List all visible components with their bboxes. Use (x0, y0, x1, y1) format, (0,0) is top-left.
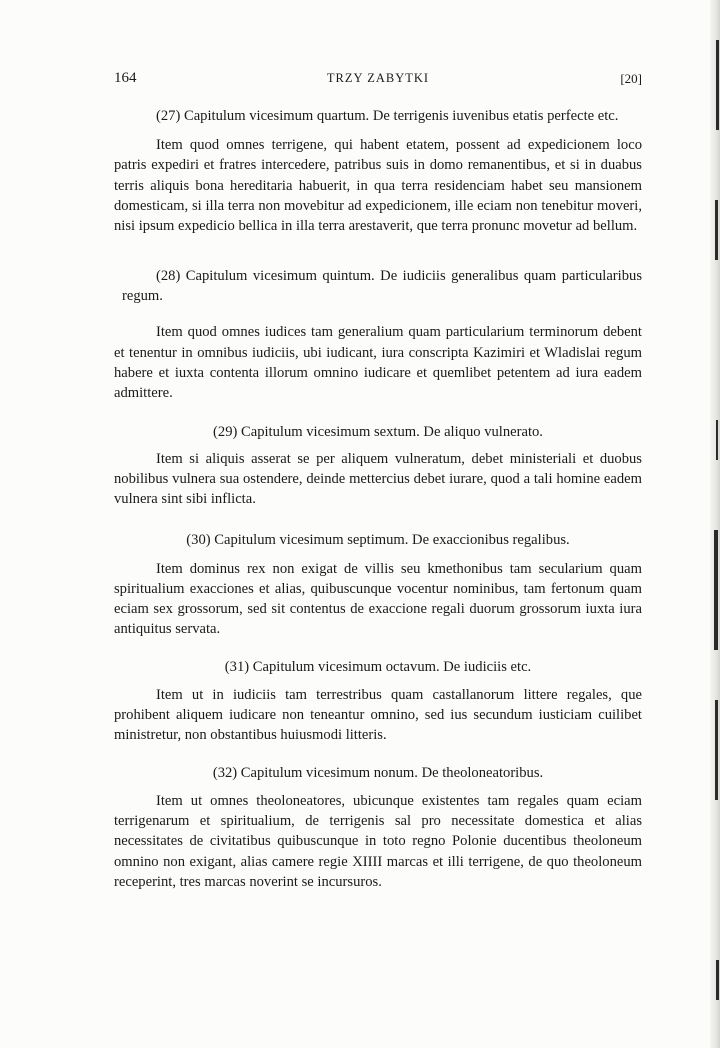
chapter-heading: (32) Capitulum vicesimum nonum. De theoloneatoribus. (212, 764, 544, 781)
page-edge (710, 0, 720, 1048)
chapter-30 (114, 530, 642, 640)
chapter-31 (114, 657, 642, 746)
edge-mark (716, 960, 719, 1000)
edge-mark (716, 40, 719, 130)
chapter-29 (114, 422, 642, 510)
edge-mark (715, 200, 718, 260)
chapter-text: Item ut in iudiciis tam terrestribus quam castallanorum littere regales, que prohibent aliquem iudicare non teneantur omnino, sed ius secundum iusticiam cuilibet ministretur, non obstantibus huiusmodi litteris. (114, 686, 642, 744)
page-number: 164 (114, 70, 137, 86)
section-number: [20] (620, 71, 642, 86)
chapter-28 (114, 266, 642, 403)
page-header (114, 70, 642, 94)
running-title: TRZY ZABYTKI (326, 71, 430, 85)
chapter-text: Item quod omnes iudices tam generalium quam particularium terminorum debent et tenentur in omnibus iudiciis, ubi iudicant, iura conscripta Kazimiri et Wladislai regum habere et iuxta contenta illorum omnino iudicare et quemlibet petentem ad iura eadem admittere. (114, 324, 642, 402)
chapter-text: Item dominus rex non exigat de villis seu kmethonibus tam secularium quam spiritualium exacciones et alias, quibuscunque vocentur nominibus, tam fertonum quam eciam sex grossorum, sed sit contentus de exaccione regali duorum grossorum iuxta iura antiquitus servata. (114, 560, 642, 638)
chapter-27 (114, 106, 642, 236)
chapter-heading: (28) Capitulum vicesimum quintum. De iudiciis generalibus quam particularibus regum. (122, 268, 642, 305)
chapter-32 (114, 763, 642, 892)
chapter-heading: (31) Capitulum vicesimum octavum. De iudiciis etc. (224, 658, 532, 675)
chapter-heading: (29) Capitulum vicesimum sextum. De aliquo vulnerato. (213, 423, 543, 440)
chapter-text: Item quod omnes terrigene, qui habent etatem, possent ad expedicionem loco patris expediri et fratres intercedere, patribus suis in domo remanentibus, et si in duabus terris aliquis bona hereditaria habuerit, in qua terra residenciam habet seu mansionem domesticam, si illa terra non movebitur ad expedicionem, ille eciam non tenebitur moveri, nisi ipsum expedicio bellica in illa terra arestaverit, que terra pronunc movetur ad bellum. (114, 137, 642, 235)
page-body (114, 104, 642, 892)
edge-mark (714, 530, 718, 650)
edge-mark (715, 700, 718, 800)
edge-mark (716, 420, 718, 460)
chapter-text: Item ut omnes theoloneatores, ubicunque existentes tam regales quam eciam terrigenarum et spiritualium, de terrigenis sal pro necessitate domestica et alias necessitates de civitatibus quibuscunque in toto regno Polonie ducentibus theoloneum omnino non exigant, alias camere regie XIIII marcas et illi terrigene, de quo theoloneum receperint, tres marcas noverint se incursuros. (114, 792, 642, 890)
chapter-heading: (30) Capitulum vicesimum septimum. De exaccionibus regalibus. (186, 531, 570, 548)
chapter-heading: (27) Capitulum vicesimum quartum. De terrigenis iuvenibus etatis perfecte etc. (156, 108, 619, 124)
chapter-text: Item si aliquis asserat se per aliquem vulneratum, debet ministeriali et duobus nobilibus vulnera sua ostendere, deinde mettercius debet iurare, quod a tali homine eadem vulnera sint sibi inflicta. (114, 450, 642, 508)
